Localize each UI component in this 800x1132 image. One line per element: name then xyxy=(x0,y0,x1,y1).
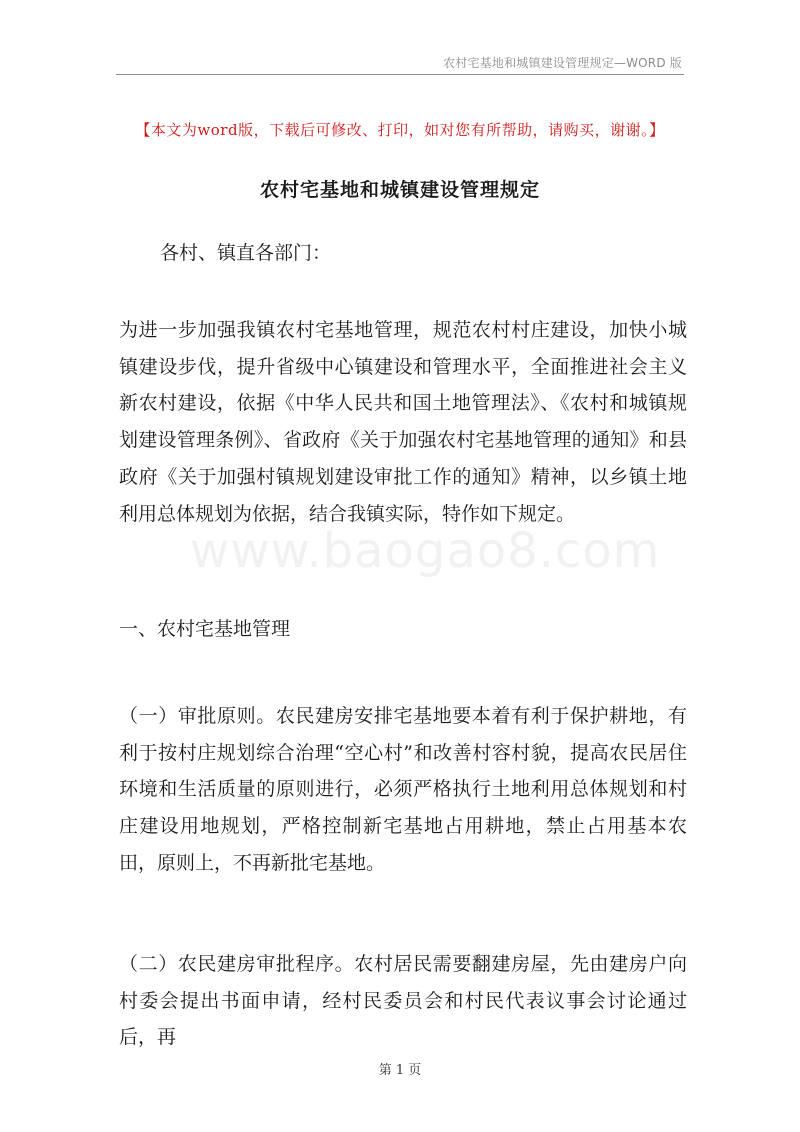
salutation: 各村、镇直各部门： xyxy=(160,242,332,264)
running-header: 农村宅基地和城镇建设管理规定—WORD 版 xyxy=(443,56,682,70)
section-heading: 一、农村宅基地管理 xyxy=(119,618,291,640)
intro-paragraph: 为进一步加强我镇农村宅基地管理，规范农村村庄建设，加快小城镇建设步伐，提升省级中心镇建设和管理水平，全面推进社会主义新农村建设，依据《中华人民共和国土地管理法》、《农村和城镇规划建设管理条例》、省政府《关于加强农村宅基地管理的通知》和县政府《关于加强村镇规划建设审批工作的通知》精神，以乡镇土地利用总体规划为依据，结合我镇实际，特作如下规定。 xyxy=(119,319,687,525)
header-divider xyxy=(116,74,684,75)
page-number: 第 1 页 xyxy=(378,1063,422,1078)
document-title: 农村宅基地和城镇建设管理规定 xyxy=(259,179,540,201)
purchase-notice: 【本文为word版，下载后可修改、打印，如对您有所帮助，请购买，谢谢。】 xyxy=(135,121,665,139)
clause-2-paragraph: （二）农民建房审批程序。农村居民需要翻建房屋，先由建房户向村委会提出书面申请，经村民委员会和村民代表议事会讨论通过后，再 xyxy=(119,953,687,1049)
watermark: www.baogao8.com xyxy=(190,523,661,579)
clause-1-paragraph: （一）审批原则。农民建房安排宅基地要本着有利于保护耕地，有利于按村庄规划综合治理“空心村”和改善村容村貌，提高农民居住环境和生活质量的原则进行，必须严格执行土地利用总体规划和村庄建设用地规划，严格控制新宅基地占用耕地，禁止占用基本农田，原则上，不再新批宅基地。 xyxy=(119,705,687,874)
